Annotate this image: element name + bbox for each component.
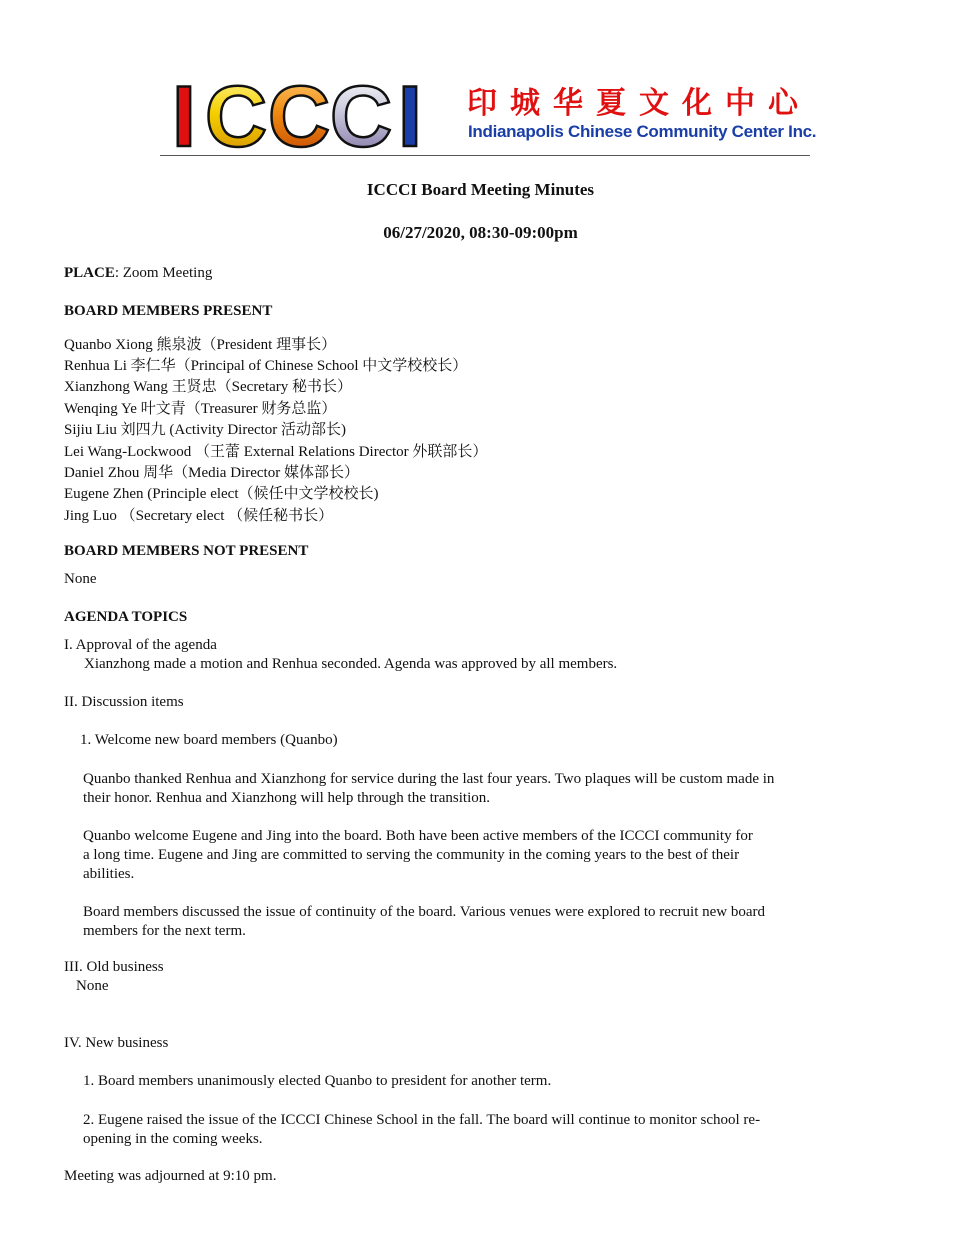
logo-letter: I (172, 74, 196, 154)
meeting-date-time: 06/27/2020, 08:30-09:00pm (383, 223, 578, 242)
agenda-heading: AGENDA TOPICS (64, 609, 188, 625)
member-item: Daniel Zhou 周华（Media Director 媒体部长） (64, 465, 359, 481)
iccci-logo (172, 74, 462, 154)
logo-letter: C (330, 74, 393, 154)
agenda-item-iii-title: III. Old business (64, 959, 164, 975)
member-item: Lei Wang-Lockwood （王蕾 External Relations Director 外联部长） (64, 444, 488, 460)
logo-letter: C (205, 74, 268, 154)
member-item: Xianzhong Wang 王贤忠（Secretary 秘书长） (64, 379, 353, 395)
member-item: Eugene Zhen (Principle elect（候任中文学校校长) (64, 486, 379, 502)
org-english-name: Indianapolis Chinese Community Center Inc. (468, 122, 817, 141)
member-item: Jing Luo （Secretary elect （候任秘书长） (64, 508, 334, 524)
discussion-paragraph: Board members discussed the issue of continuity of the board. Various venues were explored to recruit new board members for the next term. (83, 904, 766, 939)
present-heading: BOARD MEMBERS PRESENT (64, 303, 273, 319)
member-item: Wenqing Ye 叶文青（Treasurer 财务总监） (64, 401, 337, 417)
logo-letter: I (398, 74, 422, 154)
new-business-item: 2. Eugene raised the issue of the ICCCI Chinese School in the fall. The board will continue to monitor school re-opening in the coming weeks. (83, 1112, 761, 1147)
place-value: : Zoom Meeting (114, 265, 213, 281)
page-title: ICCCI Board Meeting Minutes (366, 180, 595, 199)
not-present-value: None (64, 571, 97, 587)
discussion-paragraph: Quanbo thanked Renhua and Xianzhong for service during the last four years. Two plaques will be custom made in their honor. Renhua and Xianzhong will help through the transition. (83, 771, 775, 806)
closing-note: Meeting was adjourned at 9:10 pm. (64, 1168, 277, 1184)
agenda-item-ii-title: II. Discussion items (64, 694, 184, 710)
member-item: Quanbo Xiong 熊泉波（President 理事长） (64, 337, 337, 353)
agenda-item-i-title: I. Approval of the agenda (64, 637, 217, 653)
member-item: Renhua Li 李仁华（Principal of Chinese School 中文学校校长） (64, 358, 468, 374)
member-item: Sijiu Liu 刘四九 (Activity Director 活动部长) (64, 422, 347, 438)
new-business-item: 1. Board members unanimously elected Quanbo to president for another term. (83, 1073, 552, 1089)
place-line (64, 265, 212, 282)
org-chinese-name: 印城华夏文化中心 (467, 86, 811, 121)
place-label: PLACE (64, 265, 115, 281)
agenda-item-iv-title: IV. New business (64, 1035, 169, 1051)
discussion-paragraph: Quanbo welcome Eugene and Jing into the board. Both have been active members of the ICCCI community for a long time. Eugene and Jing are committed to serving the community in the coming years to the best of their abilities. (83, 828, 753, 882)
agenda-item-i-text: Xianzhong made a motion and Renhua seconded. Agenda was approved by all members. (84, 656, 618, 672)
logo-letter: C (268, 74, 331, 154)
discussion-item-1: 1. Welcome new board members (Quanbo) (80, 732, 338, 748)
not-present-heading: BOARD MEMBERS NOT PRESENT (64, 543, 309, 559)
header-logo (172, 74, 817, 154)
header-divider (160, 155, 810, 156)
agenda-item-iii-text: None (76, 978, 109, 994)
